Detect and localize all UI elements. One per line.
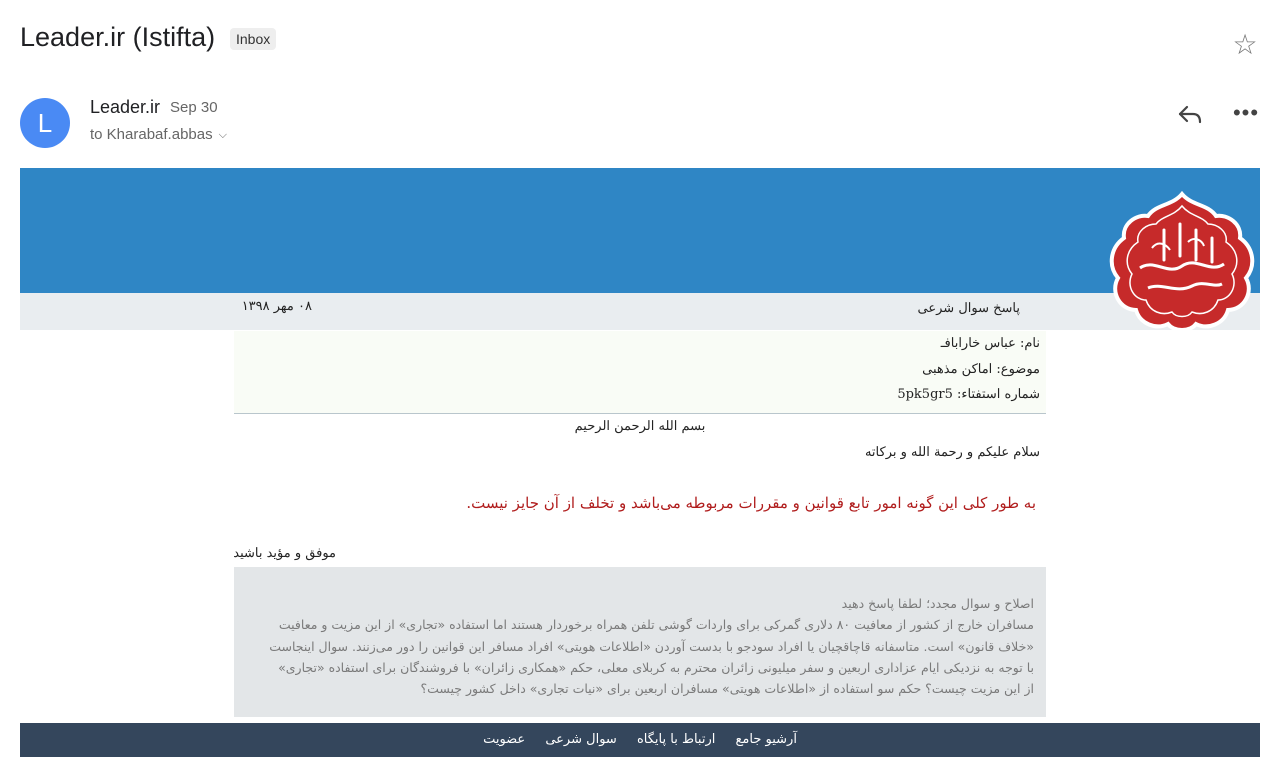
question-metadata [234,331,1046,414]
question-line: «خلاف قانون» است. متاسفانه قاچاقچیان یا افراد سودجو با بدست آوردن «اطلاعات هویتی» افراد مسافر این قوانین را دور می‌زنند. سوال اینجاست [269,638,1034,654]
question-date: ۰۸ مهر ۱۳۹۸ [241,299,312,314]
subject-line: موضوع: اماکن مذهبی [922,362,1040,377]
name-line: نام: عباس خارابافـ [940,336,1040,351]
more-options-icon[interactable]: ••• [1232,100,1260,125]
star-icon[interactable]: ☆ [1232,29,1258,60]
recipient-text: to Kharabaf.abbas [90,126,213,143]
bismillah: بسم الله الرحمن الرحیم [574,419,706,434]
question-line: اصلاح و سوال مجدد؛ لطفا پاسخ دهید [841,596,1034,611]
question-line: با توجه به نزدیکی ایام عزاداری اربعین و سفر میلیونی زائران محترم به کربلای معلی، حکم «همکاری زائران» با فروشندگان برای استفاده «تجاری» [278,659,1034,675]
email-footer [20,723,1260,757]
greeting: سلام علیکم و رحمة الله و برکاته [864,445,1040,460]
footer-link-archive[interactable]: آرشیو جامع [735,732,797,747]
message-date: Sep 30 [170,99,218,116]
closing-text: موفق و مؤید باشید [233,546,336,561]
question-line: مسافران خارج از کشور از معافیت ۸۰ دلاری گمرکی برای واردات گوشی تلفن همراه برخوردار هستند اما استفاده «تجاری» از این مزیت و معافیت [278,617,1034,633]
email-subject: Leader.ir (Istifta) [20,22,216,52]
footer-link-membership[interactable]: عضویت [483,732,526,747]
inbox-label[interactable]: Inbox [230,28,276,50]
section-title: پاسخ سوال شرعی [917,301,1020,316]
footer-links [20,732,1260,747]
question-line: از این مزیت چیست؟ حکم سو استفاده از «اطلاعات هویتی» مسافران اربعین برای «نیات تجاری» داخل کشور چیست؟ [420,681,1034,697]
recipient-details[interactable] [90,126,227,143]
email-banner [20,168,1260,293]
reply-icon[interactable] [1176,101,1204,129]
chevron-down-icon[interactable]: ⌵ [218,129,227,141]
question-text [242,593,1034,699]
footer-link-religious-question[interactable]: سوال شرعی [545,732,617,747]
answer-text: به طور کلی این گونه امور تابع قوانین و مقررات مربوطه می‌باشد و تخلف از آن جایز نیست. [466,494,1036,512]
title-bar [20,293,1260,330]
question-box [234,567,1046,717]
footer-link-contact[interactable]: ارتباط با پایگاه [636,732,716,747]
calligraphy-seal-logo [1104,190,1260,335]
avatar[interactable]: L [20,98,70,148]
sender-name[interactable]: Leader.ir [90,97,161,117]
question-number-line: شماره استفتاء: 5pk5gr5 [897,387,1040,402]
